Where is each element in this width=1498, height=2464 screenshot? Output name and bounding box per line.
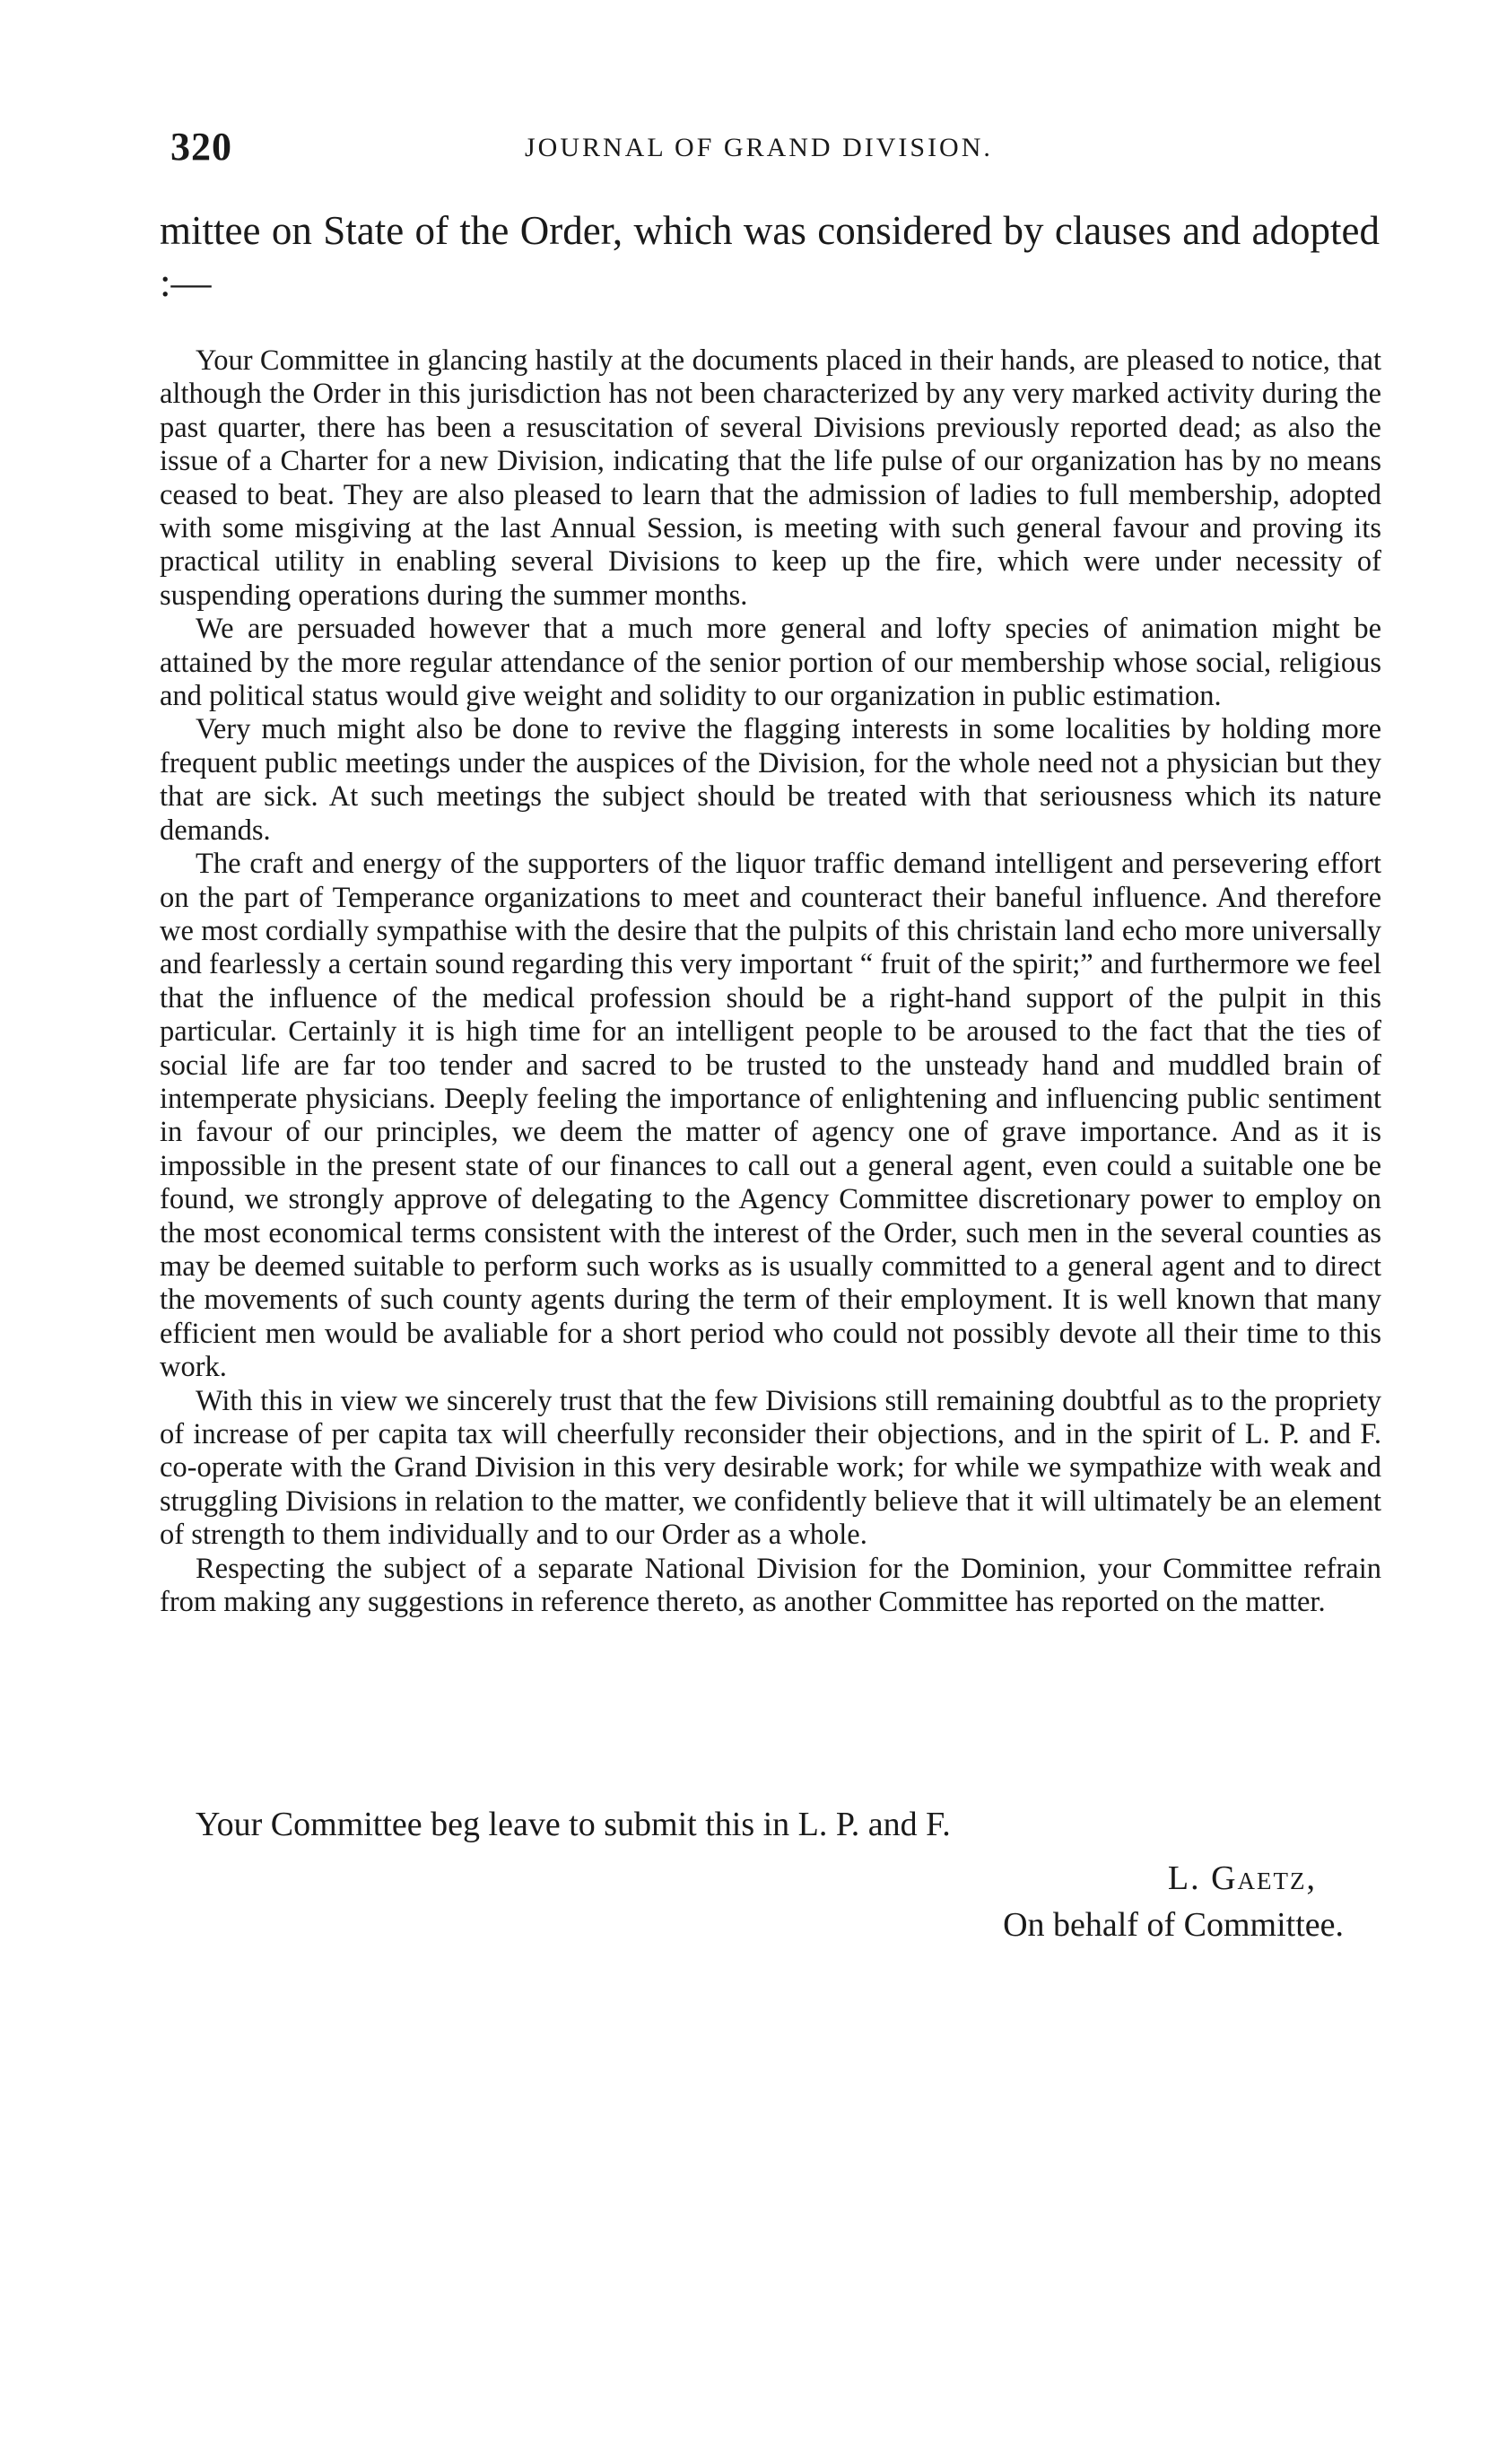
committee-report [160, 344, 1381, 1619]
report-paragraph: We are persuaded however that a much more general and lofty species of animation might be attained by the more regular attendance of the senior portion of our membership whose social, religious and political status would give weight and solidity to our organization in public estimation. [160, 613, 1381, 713]
signatory-name: L. Gaetz, [1167, 1859, 1317, 1897]
report-paragraph: Very much might also be done to revive the flagging interests in some localities by holding more frequent public meetings under the auspices of the Division, for the whole need not a physician but they that are sick. At such meetings the subject should be treated with that seriousness which its nature demands. [160, 713, 1381, 847]
signature-block [716, 1855, 1344, 1948]
lead-in-text: mittee on State of the Order, which was considered by clauses and adopted :— [160, 208, 1380, 305]
report-paragraph: The craft and energy of the supporters of the liquor traffic demand intelligent and persevering effort on the part of Temperance organizations to meet and counteract their baneful influence. And therefore we most cordially sympathise with the desire that the pulpits of this christain land echo more universally and fearlessly a certain sound regarding this very important “ fruit of the spirit;” and furthermore we feel that the influence of the medical profession should be a right-hand support of the pulpit in this particular. Certainly it is high time for an intelligent people to be aroused to the fact that the ties of social life are far too tender and sacred to be trusted to the unsteady hand and muddled brain of intemperate physicians. Deeply feeling the importance of enlightening and influencing public sentiment in favour of our principles, we deem the matter of agency one of grave importance. And as it is impossible in the present state of our finances to call out a general agent, even could a suitable one be found, we strongly approve of delegating to the Agency Committee discretionary power to employ on the most economical terms consistent with the interest of the Order, such men in the several counties as may be deemed suitable to perform such works as is usually committed to a general agent and to direct the movements of such county agents during the term of their employment. It is well known that many efficient men would be avaliable for a short period who could not possibly devote all their time to this work. [160, 848, 1381, 1384]
running-head: JOURNAL OF GRAND DIVISION. [525, 133, 993, 162]
page-header [170, 124, 1377, 178]
signatory-role: On behalf of Committee. [1003, 1906, 1344, 1944]
page-number: 320 [170, 125, 232, 169]
report-paragraph: Respecting the subject of a separate National Division for the Dominion, your Committee refrain from making any suggestions in reference thereto, as another Committee has reported on the matter. [160, 1552, 1381, 1619]
report-paragraph: With this in view we sincerely trust that the few Divisions still remaining doubtful as to the propriety of increase of per capita tax will cheerfully reconsider their objections, and in the spirit of L. P. and F. co-operate with the Grand Division in this very desirable work; for while we sympathize with weak and struggling Divisions in relation to the matter, we confidently believe that it will ultimately be an element of strength to them individually and to our Order as a whole. [160, 1384, 1381, 1552]
report-paragraph: Your Committee in glancing hastily at the documents placed in their hands, are pleased to notice, that although the Order in this jurisdiction has not been characterized by any very marked activity during the past quarter, there has been a resuscitation of several Divisions previously reported dead; as also the issue of a Charter for a new Division, indicating that the life pulse of our organization has by no means ceased to beat. They are also pleased to learn that the admission of ladies to full membership, adopted with some misgiving at the last Annual Session, is meeting with such general favour and proving its practical utility in enabling several Divisions to keep up the fire, which were under necessity of suspending operations during the summer months. [160, 344, 1381, 612]
closing-line [160, 1805, 1381, 1844]
closing-text: Your Committee beg leave to submit this in L. P. and F. [196, 1806, 951, 1843]
